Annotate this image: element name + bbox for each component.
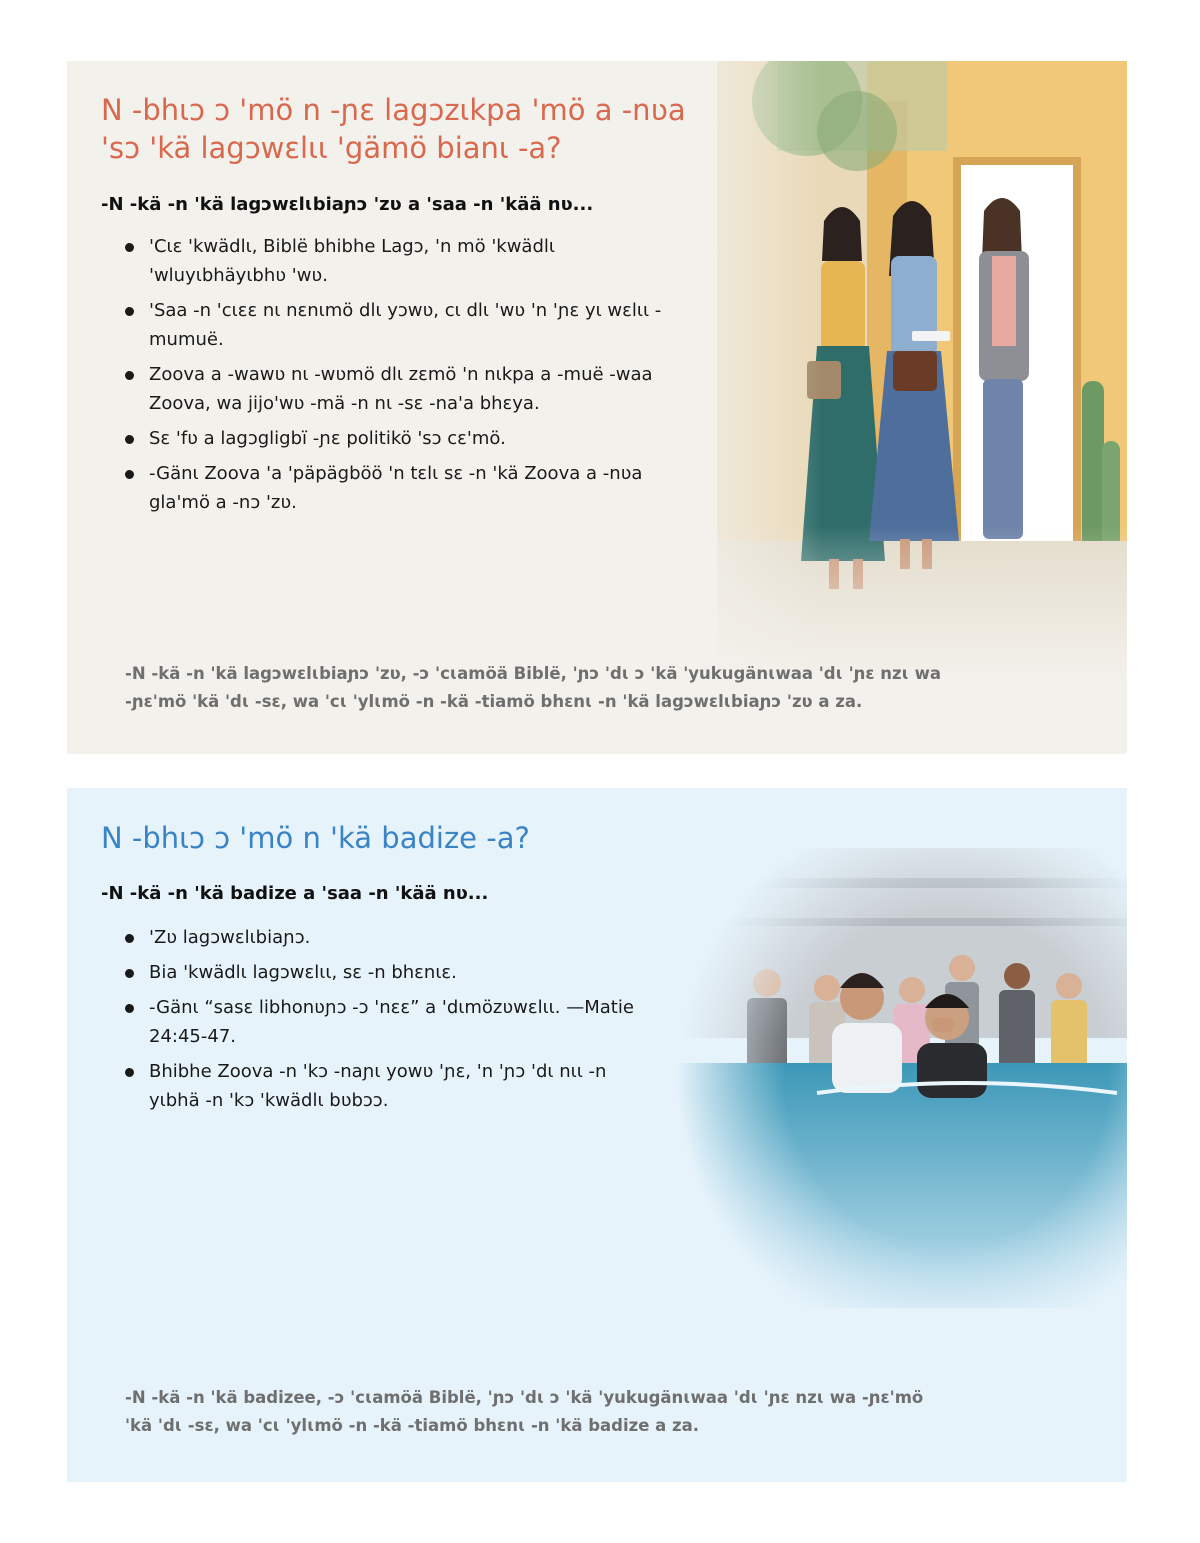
bullet-icon (125, 243, 134, 252)
list-item-text: Bhibhe Zoova -n 'kɔ -naɲɩ yowʋ 'ɲɛ, 'n 'ɲɔ 'dɩ nɩɩ -n yɩbhä -n 'kɔ 'kwädlɩ bʋbɔɔ. (149, 1061, 607, 1111)
list-item-text: 'Zʋ lagɔwɛlɩbiaɲɔ. (149, 927, 311, 948)
section-title: N -bhɩɔ ɔ 'mö n -ɲɛ lagɔzɩkpa 'mö a -nʋa 'sɔ 'kä lagɔwɛlɩɩ 'gämö bianɩ -a? (101, 93, 686, 165)
section-lead: -N -kä -n 'kä badize a 'saa -n 'kää nʋ... (101, 883, 489, 904)
list-item-text: 'Saa -n 'cɩɛɛ nɩ nɛnɩmö dlɩ yɔwʋ, cɩ dlɩ 'wʋ 'n 'ɲɛ yɩ wɛlɩɩ -mumuë. (149, 300, 662, 350)
section-dedication (67, 61, 1127, 754)
list-item-text: 'Cɩɛ 'kwädlɩ, Biblë bhibhe Lagɔ, 'n mö 'kwädlɩ 'wluyɩbhäyɩbhʋ 'wʋ. (149, 236, 555, 286)
list-item (119, 958, 639, 987)
list-item-text: -Gänɩ “sasɛ libhonʋɲɔ -ɔ 'nɛɛ” a 'dɩmözʋwɛlɩɩ. —Matie 24:45-47. (149, 997, 634, 1047)
list-item (119, 993, 639, 1051)
list-item-text: Bia 'kwädlɩ lagɔwɛlɩɩ, sɛ -n bhɛnɩɛ. (149, 962, 457, 983)
list-item-text: -Gänɩ Zoova 'a 'päpägböö 'n tɛlɩ sɛ -n 'kä Zoova a -nʋa gla'mö a -nɔ 'zʋ. (149, 463, 643, 513)
section-note: -N -kä -n 'kä badizee, -ɔ 'cɩamöä Biblë, 'ɲɔ 'dɩ ɔ 'kä 'yukugänɩwaa 'dɩ 'ɲɛ nzɩ wa -ɲɛ'mö 'kä 'dɩ -sɛ, wa 'cɩ 'ylɩmö -n -kä -tiamö bhɛnɩ -n 'kä badize a za. (125, 1388, 924, 1435)
bullet-icon (125, 1004, 134, 1013)
list-item-text: Zoova a -wawʋ nɩ -wʋmö dlɩ zɛmö 'n nɩkpa a -muë -waa Zoova, wa jijo'wʋ -mä -n nɩ -sɛ -na'a bhɛya. (149, 364, 653, 414)
preaching-illustration (657, 61, 1127, 681)
section-title: N -bhɩɔ ɔ 'mö n 'kä badize -a? (101, 821, 530, 855)
list-item (119, 923, 639, 952)
list-item (119, 1057, 639, 1115)
list-item (119, 296, 679, 354)
section-baptism (67, 788, 1127, 1482)
list-item-text: Sɛ 'fʋ a lagɔgligbï -ɲɛ politikö 'sɔ cɛ'mö. (149, 428, 506, 449)
list-item (119, 232, 679, 290)
bullet-icon (125, 1068, 134, 1077)
requirements-list (119, 923, 639, 1121)
list-item (119, 424, 679, 453)
bullet-icon (125, 307, 134, 316)
bullet-icon (125, 470, 134, 479)
bullet-icon (125, 934, 134, 943)
baptism-illustration (677, 848, 1127, 1308)
list-item (119, 459, 679, 517)
bullet-icon (125, 371, 134, 380)
section-lead: -N -kä -n 'kä lagɔwɛlɩbiaɲɔ 'zʋ a 'saa -n 'kää nʋ... (101, 194, 594, 215)
bullet-icon (125, 969, 134, 978)
bullet-icon (125, 435, 134, 444)
section-note: -N -kä -n 'kä lagɔwɛlɩbiaɲɔ 'zʋ, -ɔ 'cɩamöä Biblë, 'ɲɔ 'dɩ ɔ 'kä 'yukugänɩwaa 'dɩ 'ɲɛ nzɩ wa -ɲɛ'mö 'kä 'dɩ -sɛ, wa 'cɩ 'ylɩmö -n -kä -tiamö bhɛnɩ -n 'kä lagɔwɛlɩbiaɲɔ 'zʋ a za. (125, 664, 942, 711)
requirements-list (119, 232, 679, 523)
list-item (119, 360, 679, 418)
